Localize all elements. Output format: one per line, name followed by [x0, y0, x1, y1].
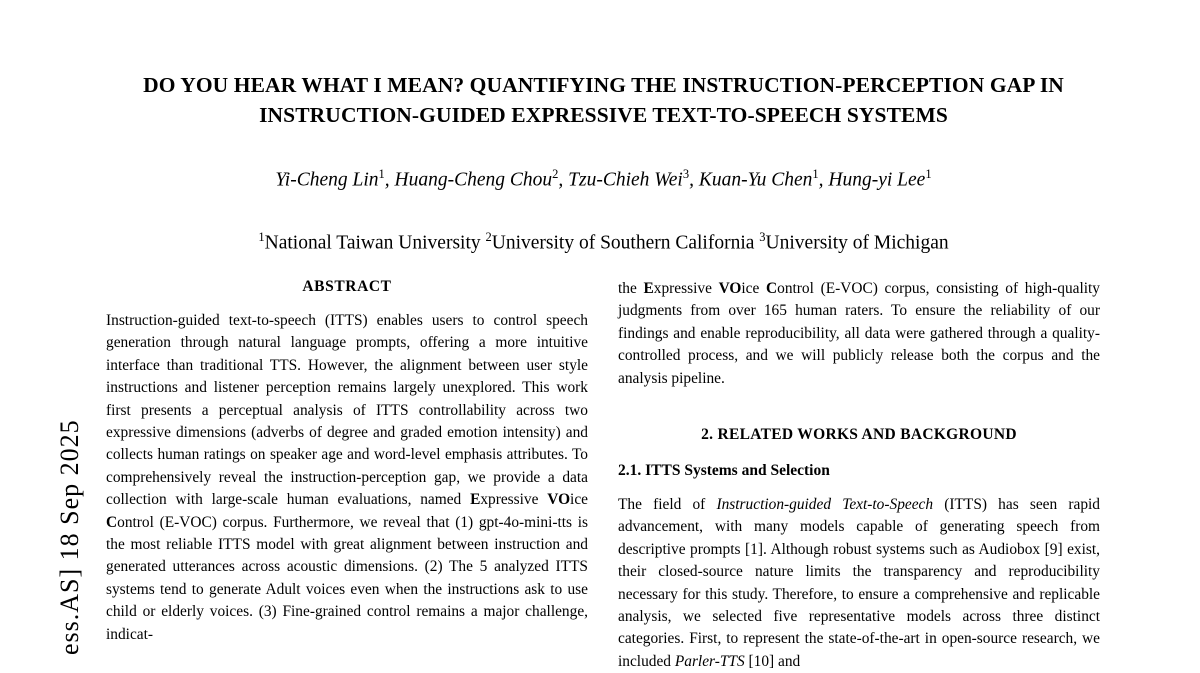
arxiv-stamp — [0, 0, 84, 655]
page-title: DO YOU HEAR WHAT I MEAN? QUANTIFYING THE INSTRUCTION-PERCEPTION GAP IN INSTRUCTION-GUIDED EXPRESSIVE TEXT-TO-SPEECH SYSTEMS — [143, 73, 1064, 127]
arxiv-stamp-text: ess.AS] 18 Sep 2025 — [55, 419, 84, 655]
left-column — [106, 278, 588, 673]
abstract-continuation-paragraph: the Expressive VOice Control (E-VOC) corpus, consisting of high-quality judgments from over 165 human raters. To ensure the reliability of our findings and enable reproducibility, all data were gathered through a quality-controlled process, and we will publicly release both the corpus and the analysis pipeline. — [618, 280, 1100, 387]
two-column-body — [106, 278, 1101, 673]
subsection-heading-itts-systems: 2.1. ITTS Systems and Selection — [618, 462, 830, 480]
right-column — [618, 278, 1100, 673]
paper-content — [106, 0, 1101, 670]
abstract-paragraph: Instruction-guided text-to-speech (ITTS) enables users to control speech generation through natural language prompts, offering a more intuitive interface than traditional TTS. However, the alignment between user style instructions and listener perception remains largely unexplored. This work first presents a perceptual analysis of ITTS controllability across two expressive dimensions (adverbs of degree and graded emotion intensity) and collects human ratings on speaker age and word-level emphasis attributes. To comprehensively reveal the instruction-perception gap, we provide a data collection with large-scale human evaluations, named Expressive VOice Control (E-VOC) corpus. Furthermore, we reveal that (1) gpt-4o-mini-tts is the most reliable ITTS model with great alignment between instruction and generated utterances across acoustic dimensions. (2) The 5 analyzed ITTS systems tend to generate Adult voices even when the instructions ask to use child or elderly voices. (3) Fine-grained control remains a major challenge, indicat- — [106, 312, 588, 643]
affiliation-list: $^1$National Taiwan University $^2$University of Southern California $^3$University of Michigan — [258, 229, 949, 253]
author-list: Yi-Cheng Lin$^1$, Huang-Cheng Chou$^2$, Tzu-Chieh Wei$^3$, Kuan-Yu Chen$^1$, Hung-yi Lee$^1$ — [275, 167, 932, 191]
section-heading-related-works: 2. RELATED WORKS AND BACKGROUND — [701, 426, 1017, 444]
abstract-heading: ABSTRACT — [302, 278, 392, 295]
related-works-paragraph: The field of Instruction-guided Text-to-Speech (ITTS) has seen rapid advancement, with many models capable of generating speech from descriptive prompts [1]. Although robust systems such as Audiobox [9] exist, their closed-source nature limits the transparency and reproducibility necessary for this study. Therefore, to ensure a comprehensive and replicable analysis, we selected five representative models across three distinct categories. First, to represent the state-of-the-art in open-source research, we included Parler-TTS [10] and — [618, 496, 1100, 670]
